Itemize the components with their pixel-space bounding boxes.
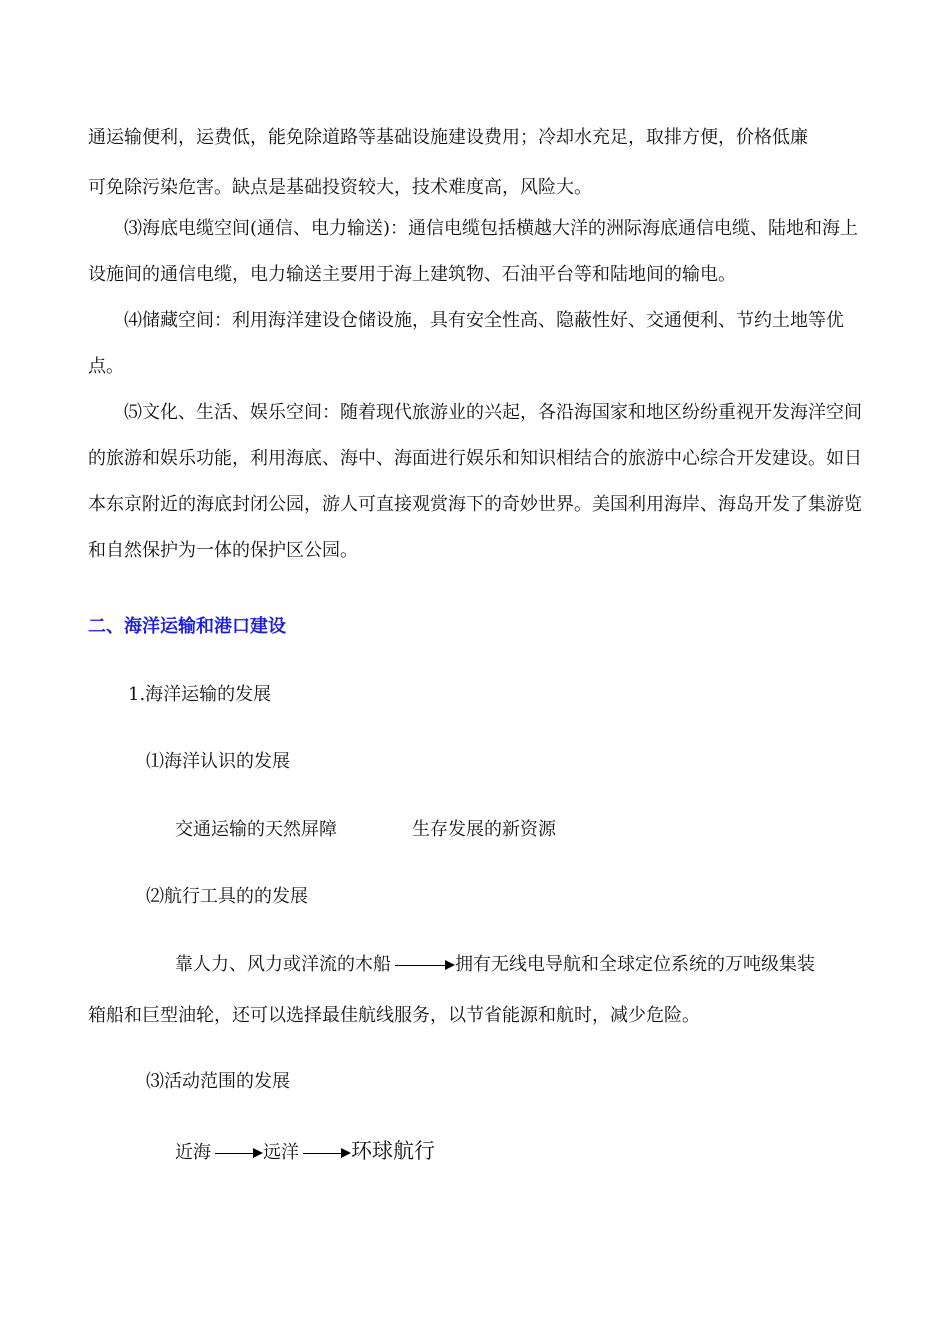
section-heading: 二、海洋运输和港口建设	[88, 616, 286, 637]
item3-flow	[175, 1140, 435, 1164]
item2-flow	[175, 954, 815, 976]
item-title: ⑶活动范围的发展	[146, 1071, 290, 1092]
body-text-line: 通运输便利，运费低，能免除道路等基础设施建设费用；冷却水充足，取排方便，价格低廉	[88, 127, 808, 148]
right-arrow-icon	[303, 1153, 349, 1154]
item3-ocean: 远洋	[263, 1142, 299, 1163]
item-title: ⑴海洋认识的发展	[146, 751, 290, 772]
body-text-line: 可免除污染危害。缺点是基础投资较大，技术难度高，风险大。	[88, 177, 592, 198]
item-title: ⑵航行工具的的发展	[146, 886, 308, 907]
paragraph-submarine-cable: ⑶海底电缆空间(通信、电力输送)：通信电缆包括横越大洋的洲际海底通信电缆、陆地和海上设施间的通信电缆，电力输送主要用于海上建筑物、石油平台等和陆地间的输电。	[88, 218, 859, 285]
item2-to-text: 拥有无线电导航和全球定位系统的万吨级集装	[455, 954, 815, 975]
item3-global: 环球航行	[351, 1139, 435, 1163]
subsection-title: 1.海洋运输的发展	[128, 684, 272, 705]
item1-right-text: 生存发展的新资源	[412, 819, 556, 840]
paragraph-leisure-space: ⑸文化、生活、娱乐空间：随着现代旅游业的兴起，各沿海国家和地区纷纷重视开发海洋空间的旅游和娱乐功能，利用海底、海中、海面进行娱乐和知识相结合的旅游中心综合开发建设。如日本东京附近的海底封闭公园，游人可直接观赏海下的奇妙世界。美国利用海岸、海岛开发了集游览和自然保护为一体的保护区公园。	[88, 402, 862, 561]
right-arrow-icon	[215, 1153, 261, 1154]
item3-nearshore: 近海	[175, 1142, 211, 1163]
item1-left-text: 交通运输的天然屏障	[175, 819, 337, 840]
paragraph-storage-space: ⑷储藏空间：利用海洋建设仓储设施，具有安全性高、隐蔽性好、交通便利、节约土地等优点。	[88, 310, 844, 377]
item2-from-text: 靠人力、风力或洋流的木船	[175, 954, 391, 975]
right-arrow-icon	[395, 965, 453, 966]
item2-continuation: 箱船和巨型油轮，还可以选择最佳航线服务，以节省能源和航时，减少危险。	[88, 1005, 700, 1026]
